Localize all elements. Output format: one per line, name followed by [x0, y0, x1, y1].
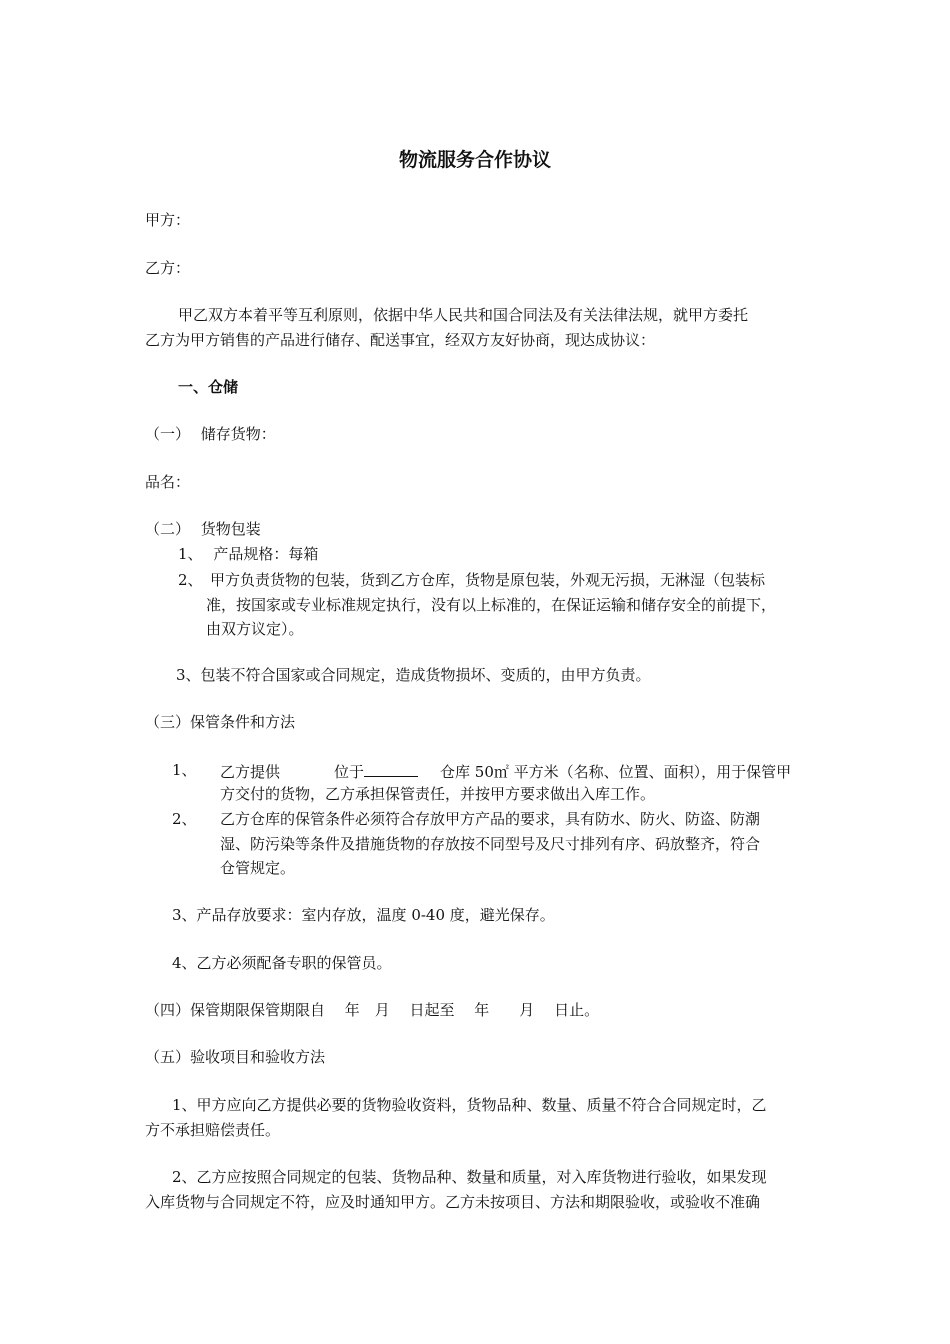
product-name-label: 品名：	[145, 473, 191, 491]
subsection-2	[145, 519, 261, 539]
keep-item-3: 3、产品存放要求：室内存放，温度 0-40 度，避光保存。	[172, 906, 555, 924]
party-a-label: 甲方：	[145, 211, 191, 229]
packing-item-1	[178, 544, 318, 564]
keep-item-2-line-1: 乙方仓库的保管条件必须符合存放甲方产品的要求，具有防水、防火、防盗、防潮	[220, 810, 761, 828]
subsection-2-text: 货物包装	[200, 520, 261, 538]
check-item-2-line-1: 2、乙方应按照合同规定的包装、货物品种、数量和质量，对入库货物进行验收，如果发现	[172, 1168, 767, 1186]
packing-item-1-text: 产品规格：每箱	[213, 545, 319, 563]
subsection-5-heading: （五）验收项目和验收方法	[145, 1048, 326, 1066]
check-item-1-line-2: 方不承担赔偿责任。	[145, 1121, 281, 1139]
packing-item-1-number: 1、	[178, 545, 203, 563]
document-title: 物流服务合作协议	[398, 149, 551, 171]
keep-item-1-part-a: 乙方提供	[220, 763, 281, 781]
intro-line-2: 乙方为甲方销售的产品进行储存、配送事宜，经双方友好协商，现达成协议：	[145, 331, 656, 349]
subsection-2-label: （二）	[145, 520, 191, 538]
packing-item-3: 3、包装不符合国家或合同规定，造成货物损坏、变质的，由甲方负责。	[176, 666, 651, 684]
keep-item-1-part-b: 位于	[334, 763, 365, 781]
packing-item-2-number: 2、	[178, 571, 203, 589]
party-b-label: 乙方：	[145, 259, 191, 277]
subsection-3-heading: （三）保管条件和方法	[145, 713, 296, 731]
check-item-2-line-2: 入库货物与合同规定不符，应及时通知甲方。乙方未按项目、方法和期限验收，或验收不准确	[145, 1193, 761, 1211]
keep-item-1-part-c: 仓库 50㎡ 平方米（名称、位置、面积），用于保管甲	[440, 763, 792, 781]
keep-item-1-line-2: 方交付的货物，乙方承担保管责任，并按甲方要求做出入库工作。	[220, 785, 656, 803]
keep-item-1-line-1	[220, 760, 791, 782]
location-blank-underline	[364, 760, 418, 777]
packing-item-2-line-3: 由双方议定）。	[206, 620, 304, 638]
intro-line-1: 甲乙双方本着平等互利原则，依据中华人民共和国合同法及有关法律法规，就甲方委托	[178, 306, 749, 324]
keep-item-2-line-2: 湿、防污染等条件及措施货物的存放按不同型号及尺寸排列有序、码放整齐，符合	[220, 835, 761, 853]
keep-item-2-number: 2、	[172, 810, 197, 828]
keep-item-1-number: 1、	[172, 761, 197, 779]
subsection-4-storage-period: （四）保管期限保管期限自 年 月 日起至 年 月 日止。	[145, 1001, 600, 1019]
section-heading-storage: 一、仓储	[178, 378, 239, 396]
subsection-1	[145, 424, 276, 444]
keep-item-4: 4、乙方必须配备专职的保管员。	[172, 954, 392, 972]
subsection-1-label: （一）	[145, 425, 191, 443]
keep-item-2-line-3: 仓管规定。	[220, 859, 296, 877]
packing-item-2-line-2: 准，按国家或专业标准规定执行，没有以上标准的，在保证运输和储存安全的前提下，	[206, 596, 777, 614]
packing-item-2-line-1: 甲方负责货物的包装，货到乙方仓库，货物是原包装，外观无污损，无淋湿（包装标	[210, 571, 766, 589]
check-item-1-line-1: 1、甲方应向乙方提供必要的货物验收资料，货物品种、数量、质量不符合合同规定时，乙	[172, 1096, 767, 1114]
subsection-1-text: 储存货物：	[200, 425, 276, 443]
